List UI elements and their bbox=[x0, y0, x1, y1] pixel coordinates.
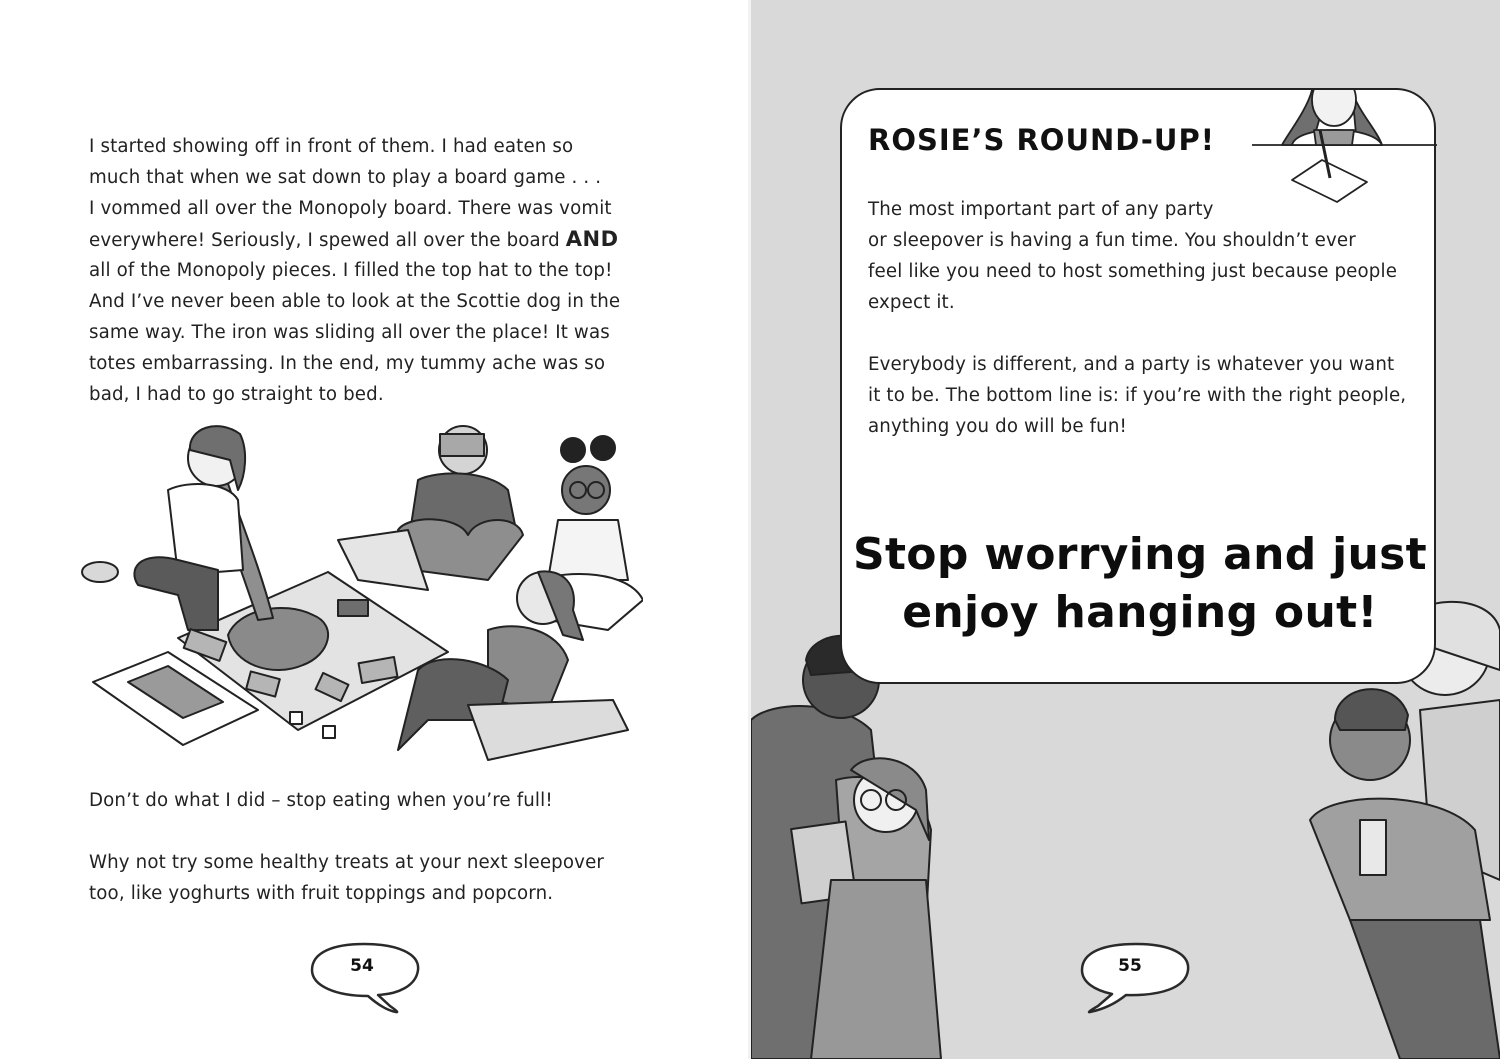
text-line: much that when we sat down to play a board game . . . bbox=[89, 167, 602, 188]
tip-text bbox=[89, 847, 604, 909]
slogan-heading bbox=[852, 526, 1428, 642]
text-line: I started showing off in front of them. I had eaten so bbox=[89, 136, 574, 157]
text-line: feel like you need to host something just because people bbox=[868, 261, 1398, 282]
text-line: anything you do will be fun! bbox=[868, 416, 1127, 437]
emphasis-word: AND bbox=[565, 227, 619, 251]
text-line: Why not try some healthy treats at your next sleepover bbox=[89, 852, 605, 873]
text-line: I vommed all over the Monopoly board. There was vomit bbox=[89, 198, 612, 219]
slogan-line: enjoy hanging out! bbox=[902, 587, 1378, 638]
board-game-illustration bbox=[68, 420, 643, 780]
text-line: too, like yoghurts with fruit toppings and popcorn. bbox=[89, 883, 554, 904]
speech-bubble-icon bbox=[308, 940, 428, 1020]
text-line: it to be. The bottom line is: if you’re with the right people, bbox=[868, 385, 1407, 406]
text-line: totes embarrassing. In the end, my tummy ache was so bbox=[89, 353, 606, 374]
text-line: The most important part of any party bbox=[868, 199, 1214, 220]
text-line: or sleepover is having a fun time. You shouldn’t ever bbox=[868, 230, 1356, 251]
story-paragraph bbox=[89, 131, 620, 410]
text-line: bad, I had to go straight to bed. bbox=[89, 384, 384, 405]
page-number-bubble bbox=[1076, 940, 1196, 1020]
friends-eating-crisps-illustration bbox=[751, 620, 951, 1059]
slogan-line: Stop worrying and just bbox=[852, 529, 1427, 580]
page-number: 54 bbox=[350, 956, 374, 976]
text-line: Everybody is different, and a party is whatever you want bbox=[868, 354, 1395, 375]
text-line: expect it. bbox=[868, 292, 955, 313]
tip-text: Don’t do what I did – stop eating when you’re full! bbox=[89, 790, 553, 811]
roundup-paragraph bbox=[868, 194, 1397, 318]
speech-bubble-icon bbox=[1076, 940, 1196, 1020]
text-line bbox=[89, 224, 620, 255]
text-line: same way. The iron was sliding all over the place! It was bbox=[89, 322, 610, 343]
section-title: ROSIE’S ROUND-UP! bbox=[868, 123, 1215, 157]
text-line: And I’ve never been able to look at the Scottie dog in the bbox=[89, 291, 621, 312]
page-number: 55 bbox=[1118, 956, 1142, 976]
text-line: all of the Monopoly pieces. I filled the top hat to the top! bbox=[89, 260, 613, 281]
roundup-paragraph bbox=[868, 349, 1406, 442]
page-number-bubble bbox=[308, 940, 428, 1020]
text-fragment: everywhere! Seriously, I spewed all over the board bbox=[89, 230, 566, 251]
